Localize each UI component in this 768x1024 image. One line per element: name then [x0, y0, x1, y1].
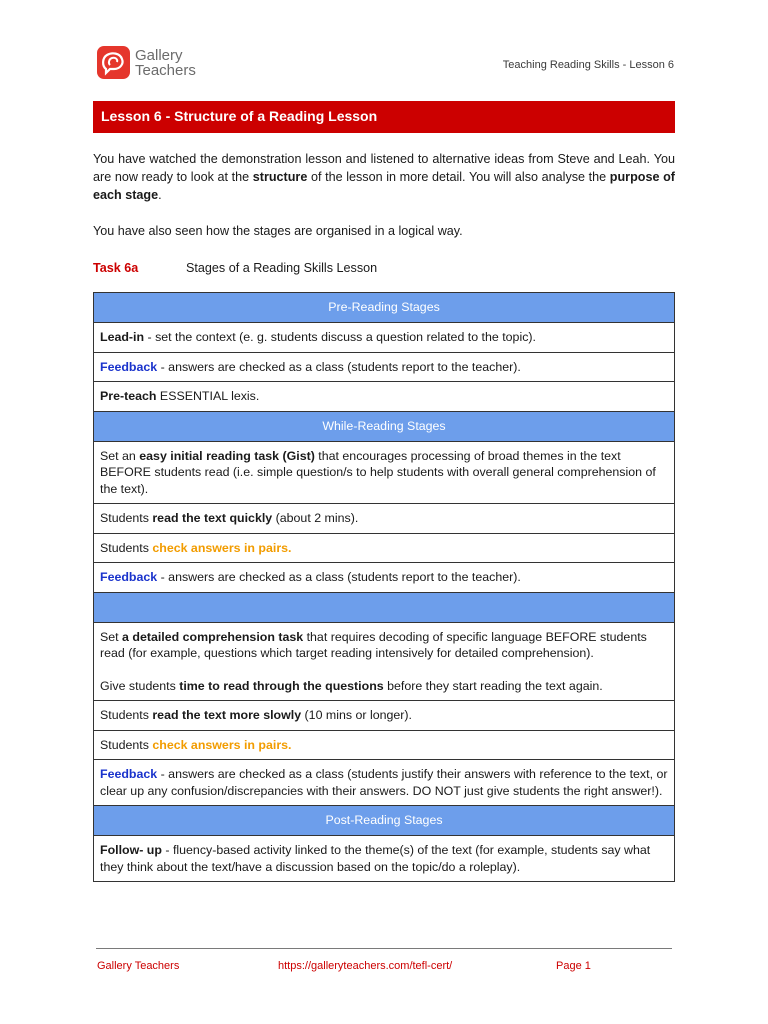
cell-text: Students	[100, 540, 153, 555]
cell-bold: Lead-in	[100, 330, 145, 344]
table-section-header	[94, 293, 675, 323]
cell-text: Give students	[100, 678, 180, 693]
intro-text: .	[158, 188, 162, 202]
intro-text: You have watched the demonstration lesson and listened to alternative ideas from Steve and Leah. You are now ready to look at the	[93, 152, 675, 184]
cell-bold: a detailed comprehension task	[122, 629, 304, 644]
detailed-task-cell	[94, 622, 675, 701]
footer-divider	[96, 948, 672, 949]
while-reading-header: While-Reading Stages	[94, 411, 675, 441]
table-row	[94, 760, 675, 806]
read-slowly-cell	[94, 701, 675, 731]
feedback-label: Feedback	[100, 570, 158, 584]
page-header	[0, 0, 768, 100]
table-section-header	[94, 806, 675, 836]
cell-text: Set an	[100, 448, 140, 463]
table-row	[94, 701, 675, 731]
cell-text: Set	[100, 629, 123, 644]
read-quickly-cell	[94, 504, 675, 534]
check-pairs-label: check answers in pairs.	[152, 737, 292, 752]
footer-url-link[interactable]: https://galleryteachers.com/tefl-cert/	[278, 960, 453, 972]
intro-paragraph	[93, 150, 675, 204]
intro-text: of the lesson in more detail. You will also analyse the	[307, 170, 610, 184]
pre-teach-cell	[94, 382, 675, 412]
table-row	[94, 382, 675, 412]
post-reading-header: Post-Reading Stages	[94, 806, 675, 836]
table-section-header	[94, 411, 675, 441]
give-time-text	[100, 678, 668, 695]
cell-bold: Follow- up	[100, 843, 162, 857]
follow-up-cell	[94, 836, 675, 882]
gist-task-cell	[94, 441, 675, 504]
cell-text: that encourages processing of broad themes in the text BEFORE students read (i.e. simple question/s to help students with overall general comprehension of the text).	[100, 448, 656, 496]
header-lesson-label: Teaching Reading Skills - Lesson 6	[502, 59, 674, 71]
table-section-header	[94, 592, 675, 622]
cell-text: (about 2 mins).	[272, 511, 359, 525]
cell-bold: Pre-teach	[100, 389, 157, 403]
table-row	[94, 352, 675, 382]
cell-text: - answers are checked as a class (students justify their answers with reference to the text, or clear up any confusion/discrepancies with their answers. DO NOT just give students the right answer!).	[100, 767, 668, 798]
cell-bold: read the text quickly	[152, 511, 273, 525]
gallery-teachers-logo	[97, 46, 196, 79]
check-pairs-cell	[94, 730, 675, 760]
table-row	[94, 504, 675, 534]
check-pairs-label: check answers in pairs.	[152, 540, 292, 555]
intro-bold-structure: structure	[252, 170, 308, 184]
table-row	[94, 622, 675, 701]
feedback-cell	[94, 352, 675, 382]
cell-text: Students	[100, 511, 153, 525]
cell-text: - set the context (e. g. students discuss a question related to the topic).	[144, 330, 536, 344]
cell-text: ESSENTIAL lexis.	[156, 389, 260, 403]
speech-bubble-logo-icon	[97, 46, 130, 79]
table-row	[94, 533, 675, 563]
lead-in-cell	[94, 323, 675, 353]
task-heading	[93, 259, 377, 277]
table-row	[94, 441, 675, 504]
table-row	[94, 730, 675, 760]
table-row	[94, 563, 675, 593]
blank-section-header	[94, 592, 675, 622]
check-pairs-cell	[94, 533, 675, 563]
stages-table	[93, 292, 675, 882]
cell-text: - answers are checked as a class (students report to the teacher).	[157, 570, 521, 584]
pre-reading-header: Pre-Reading Stages	[94, 293, 675, 323]
cell-text: Students	[100, 737, 153, 752]
cell-text: - fluency-based activity linked to the theme(s) of the text (for example, students say what they think about the text/have a discussion based on the topic/do a roleplay).	[100, 843, 651, 874]
feedback-cell	[94, 760, 675, 806]
intro-bold-purpose: purpose of each stage	[93, 170, 675, 202]
cell-text: before they start reading the text again.	[383, 678, 603, 693]
intro-paragraph-2: You have also seen how the stages are organised in a logical way.	[93, 224, 463, 238]
table-row	[94, 836, 675, 882]
lesson-title: Lesson 6 - Structure of a Reading Lesson	[93, 101, 675, 133]
feedback-label: Feedback	[100, 359, 158, 374]
cell-text: (10 mins or longer).	[301, 708, 412, 722]
footer-page-number: Page 1	[556, 960, 591, 972]
feedback-label: Feedback	[100, 767, 158, 781]
cell-bold: easy initial reading task (Gist)	[139, 448, 315, 463]
logo-line-1: Gallery	[135, 46, 183, 64]
cell-bold: time to read through the questions	[179, 678, 384, 693]
logo-line-2: Teachers	[135, 61, 196, 79]
logo-wordmark	[135, 48, 196, 78]
table-row	[94, 323, 675, 353]
cell-text: Students	[100, 708, 153, 722]
cell-bold: read the text more slowly	[152, 708, 302, 722]
detailed-task-text	[100, 629, 668, 662]
task-title: Stages of a Reading Skills Lesson	[186, 261, 378, 275]
task-label: Task 6a	[93, 261, 139, 275]
footer-brand: Gallery Teachers	[97, 960, 180, 972]
cell-text: that requires decoding of specific language BEFORE students read (for example, questions which target reading intensively for detailed comprehension).	[100, 629, 647, 660]
cell-text: - answers are checked as a class (students report to the teacher).	[157, 359, 521, 374]
feedback-cell	[94, 563, 675, 593]
